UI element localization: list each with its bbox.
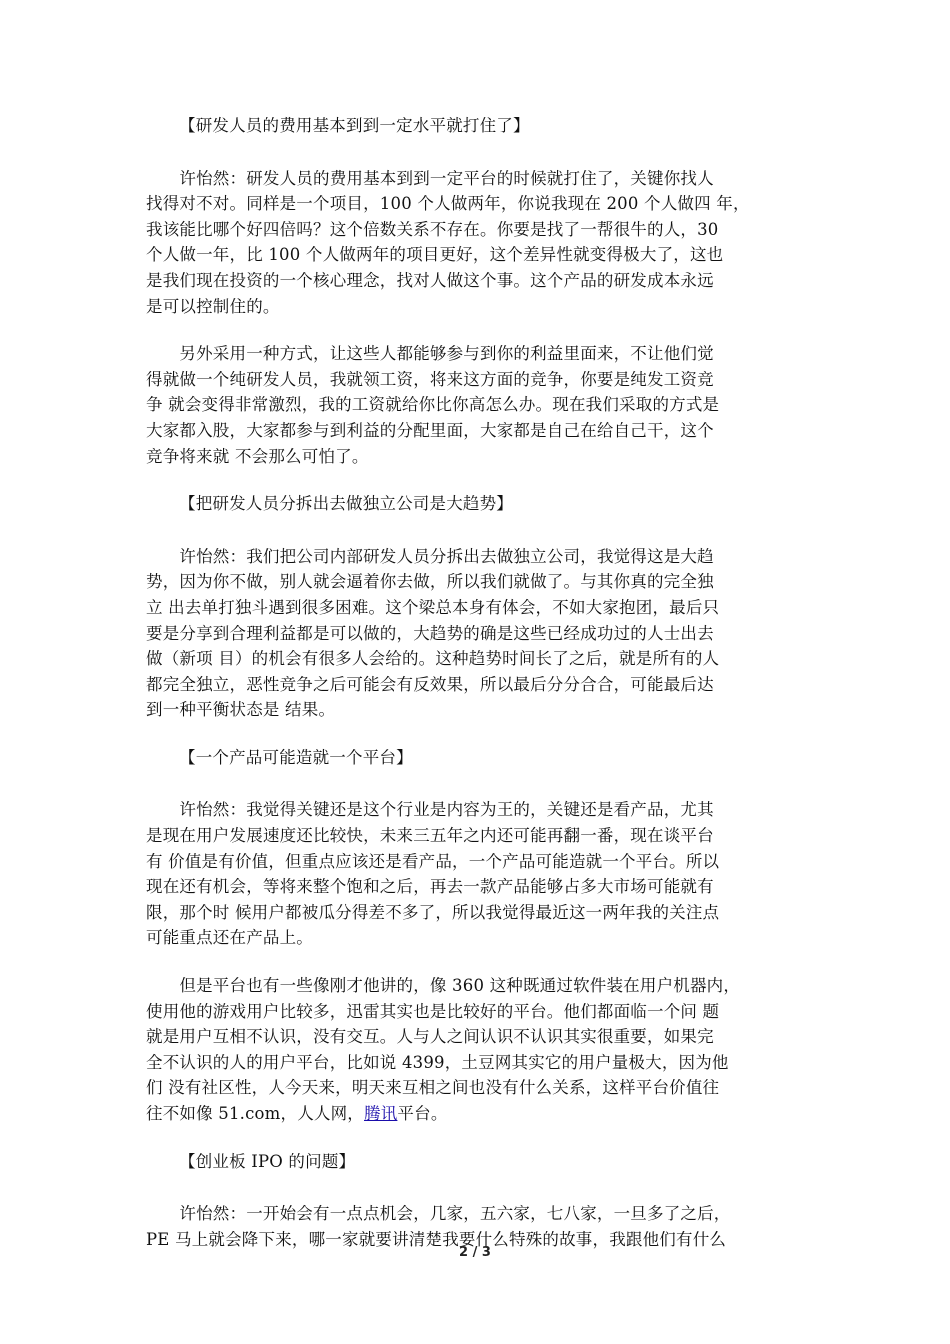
paragraph-line: 竞争将来就 不会那么可怕了。 xyxy=(146,446,369,466)
section-heading-spin-off: 【把研发人员分拆出去做独立公司是大趋势】 xyxy=(179,494,513,514)
paragraph-line: 许怡然：研发人员的费用基本到到一定平台的时候就打住了，关键你找人 xyxy=(146,168,714,188)
paragraph-line: 限，那个时 候用户都被瓜分得差不多了，所以我觉得最近这一两年我的关注点 xyxy=(146,902,720,922)
page-number: 2 / 3 xyxy=(459,1245,491,1260)
article-body xyxy=(146,113,806,1252)
paragraph-line: 到一种平衡状态是 结果。 xyxy=(146,700,336,720)
paragraph-line xyxy=(146,1101,806,1127)
paragraph-platforms xyxy=(146,973,806,1127)
paragraph-line: 全不认识的人的用户平台，比如说 4399，土豆网其实它的用户量极大，因为他 xyxy=(146,1052,729,1072)
paragraph-rd-cost xyxy=(146,166,806,320)
paragraph-line: 使用他的游戏用户比较多，迅雷其实也是比较好的平台。他们都面临一个问 题 xyxy=(146,1001,720,1021)
paragraph-line: 是我们现在投资的一个核心理念，找对人做这个事。这个产品的研发成本永远 xyxy=(146,270,714,290)
paragraph-line: 得就做一个纯研发人员，我就领工资，将来这方面的竞争，你要是纯发工资竞 xyxy=(146,369,714,389)
paragraph-line: 是现在用户发展速度还比较快，未来三五年之内还可能再翻一番，现在谈平台 xyxy=(146,826,714,846)
paragraph-line: 另外采用一种方式，让这些人都能够参与到你的利益里面来，不让他们觉 xyxy=(146,344,714,364)
paragraph-line: PE 马上就会降下来，哪一家就要讲清楚我要什么特殊的故事，我跟他们有什么 xyxy=(146,1229,727,1249)
paragraph-line: 就是用户互相不认识，没有交互。人与人之间认识不认识其实很重要，如果完 xyxy=(146,1027,714,1047)
paragraph-line: 是可以控制住的。 xyxy=(146,296,280,316)
paragraph-line: 个人做一年，比 100 个人做两年的项目更好，这个差异性就变得极大了，这也 xyxy=(146,245,724,265)
paragraph-line: 要是分享到合理利益都是可以做的，大趋势的确是这些已经成功过的人士出去 xyxy=(146,623,714,643)
paragraph-line: 做（新项 目）的机会有很多人会给的。这种趋势时间长了之后，就是所有的人 xyxy=(146,649,720,669)
paragraph-line: 大家都入股，大家都参与到利益的分配里面，大家都是自己在给自己干，这个 xyxy=(146,420,714,440)
paragraph-equity-sharing xyxy=(146,341,806,469)
paragraph-line: 有 价值是有价值，但重点应该还是看产品，一个产品可能造就一个平台。所以 xyxy=(146,851,720,871)
paragraph-product-focus xyxy=(146,797,806,951)
paragraph-line: 许怡然：我觉得关键还是这个行业是内容为王的，关键还是看产品，尤其 xyxy=(146,800,714,820)
paragraph-line: 势，因为你不做，别人就会逼着你去做，所以我们就做了。与其你真的完全独 xyxy=(146,572,714,592)
paragraph-line: 但是平台也有一些像刚才他讲的，像 360 这种既通过软件装在用户机器内， xyxy=(146,976,741,996)
paragraph-line: 我该能比哪个好四倍吗？这个倍数关系不存在。你要是找了一帮很牛的人，30 xyxy=(146,219,719,239)
paragraph-line: 都完全独立，恶性竞争之后可能会有反效果，所以最后分分合合，可能最后达 xyxy=(146,674,714,694)
paragraph-line: 许怡然：一开始会有一点点机会，几家，五六家，七八家，一旦多了之后， xyxy=(146,1204,731,1224)
paragraph-line: 可能重点还在产品上。 xyxy=(146,928,313,948)
paragraph-line: 现在还有机会，等将来整个饱和之后，再去一款产品能够占多大市场可能就有 xyxy=(146,877,714,897)
section-heading-ipo: 【创业板 IPO 的问题】 xyxy=(179,1151,356,1171)
tencent-link[interactable]: 腾讯 xyxy=(364,1104,398,1123)
paragraph-spin-off xyxy=(146,544,806,723)
paragraph-line: 找得对不对。同样是一个项目，100 个人做两年，你说我现在 200 个人做四 年， xyxy=(146,194,750,214)
paragraph-line: 立 出去单打独斗遇到很多困难。这个梁总本身有体会，不如大家抱团，最后只 xyxy=(146,597,720,617)
section-heading-rd-cost: 【研发人员的费用基本到到一定水平就打住了】 xyxy=(179,116,530,135)
line-text: 平台。 xyxy=(397,1104,448,1123)
paragraph-line: 争 就会变得非常激烈，我的工资就给你比你高怎么办。现在我们采取的方式是 xyxy=(146,395,720,415)
paragraph-line: 们 没有社区性，人今天来，明天来互相之间也没有什么关系，这样平台价值往 xyxy=(146,1078,720,1098)
paragraph-line: 许怡然：我们把公司内部研发人员分拆出去做独立公司，我觉得这是大趋 xyxy=(146,546,714,566)
line-text: 往不如像 51.com，人人网， xyxy=(146,1104,365,1123)
section-heading-product-platform: 【一个产品可能造就一个平台】 xyxy=(179,747,413,767)
